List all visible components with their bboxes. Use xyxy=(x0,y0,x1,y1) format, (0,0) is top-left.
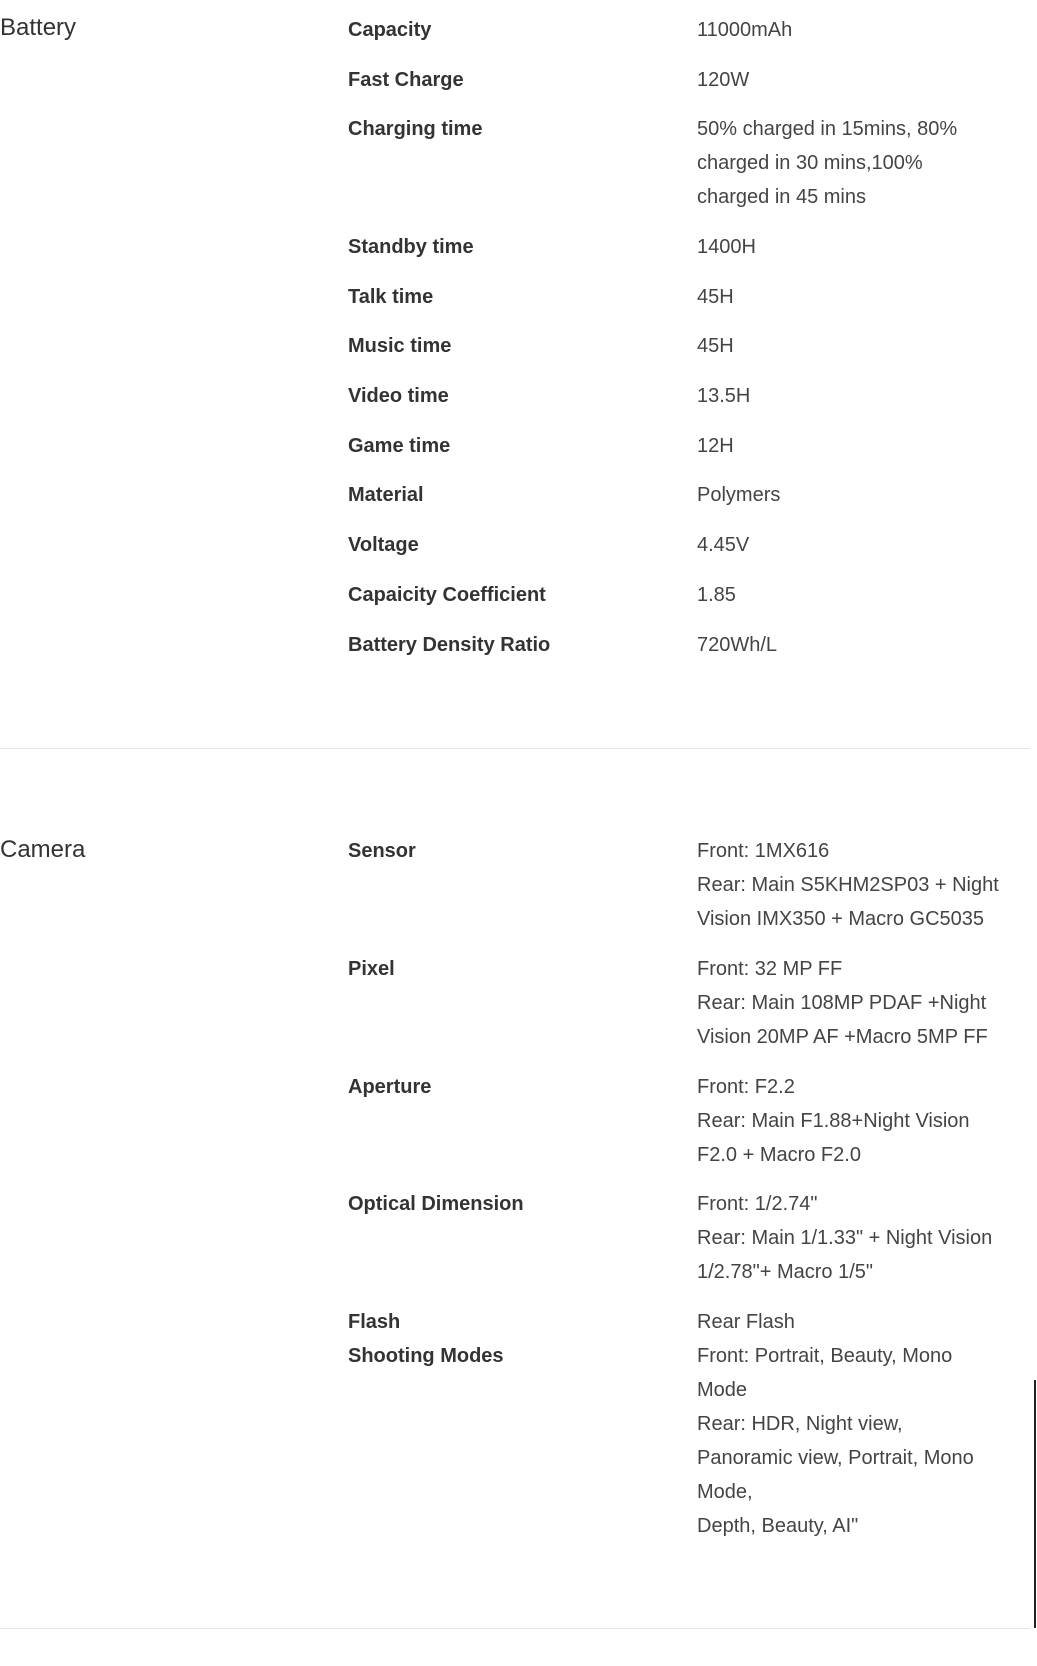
spec-value-line: Panoramic view, Portrait, Mono xyxy=(697,1447,974,1469)
spec-value-line: 120W xyxy=(697,69,750,91)
spec-label-shooting-modes: Shooting Modes xyxy=(348,1345,504,1367)
spec-value-line: Polymers xyxy=(697,484,781,506)
spec-label-capacity-coefficient: Capaicity Coefficient xyxy=(348,584,546,606)
spec-value-battery-density-ratio xyxy=(697,628,1032,662)
spec-value-line: Vision IMX350 + Macro GC5035 xyxy=(697,908,985,930)
spec-value-line: Mode xyxy=(697,1379,748,1401)
spec-value-line: 1.85 xyxy=(697,584,736,606)
spec-label-sensor: Sensor xyxy=(348,840,416,862)
scroll-indicator[interactable] xyxy=(1034,1380,1036,1628)
spec-label-pixel: Pixel xyxy=(348,958,395,980)
spec-value-capacity xyxy=(697,13,1032,47)
battery-section-title: Battery xyxy=(0,14,77,41)
spec-value-line: 12H xyxy=(697,435,734,457)
spec-value-game-time xyxy=(697,429,1032,463)
spec-value-music-time xyxy=(697,329,1032,363)
spec-label-material: Material xyxy=(348,484,424,506)
spec-value-material xyxy=(697,478,1032,512)
spec-label-video-time: Video time xyxy=(348,385,449,407)
spec-value-line: 11000mAh xyxy=(697,19,793,41)
spec-value-line: Front: F2.2 xyxy=(697,1076,795,1098)
spec-label-music-time: Music time xyxy=(348,335,452,357)
spec-value-line: 45H xyxy=(697,335,734,357)
spec-value-line: 1400H xyxy=(697,236,756,258)
spec-value-optical-dimension xyxy=(697,1187,1032,1289)
section-divider xyxy=(0,748,1030,749)
spec-value-line: 13.5H xyxy=(697,385,751,407)
spec-label-fast-charge: Fast Charge xyxy=(348,69,464,91)
spec-value-line: 45H xyxy=(697,286,734,308)
spec-label-voltage: Voltage xyxy=(348,534,419,556)
spec-value-line: 1/2.78"+ Macro 1/5" xyxy=(697,1261,873,1283)
spec-value-voltage xyxy=(697,528,1032,562)
spec-value-aperture xyxy=(697,1070,1032,1172)
section-divider xyxy=(0,1628,1030,1629)
spec-label-standby-time: Standby time xyxy=(348,236,474,258)
camera-section-title: Camera xyxy=(0,836,86,863)
spec-value-line: Vision 20MP AF +Macro 5MP FF xyxy=(697,1026,988,1048)
spec-value-line: Depth, Beauty, AI" xyxy=(697,1515,859,1537)
spec-value-line: Rear: HDR, Night view, xyxy=(697,1413,903,1435)
spec-value-standby-time xyxy=(697,230,1032,264)
spec-value-capacity-coefficient xyxy=(697,578,1032,612)
spec-label-talk-time: Talk time xyxy=(348,286,434,308)
spec-value-line: Front: Portrait, Beauty, Mono xyxy=(697,1345,953,1367)
spec-value-line: Rear: Main 108MP PDAF +Night xyxy=(697,992,987,1014)
spec-value-pixel xyxy=(697,952,1032,1054)
spec-value-line: 720Wh/L xyxy=(697,634,778,656)
spec-value-fast-charge xyxy=(697,63,1032,97)
spec-value-sensor xyxy=(697,834,1032,936)
spec-value-line: charged in 30 mins,100% xyxy=(697,152,923,174)
spec-value-video-time xyxy=(697,379,1032,413)
spec-label-aperture: Aperture xyxy=(348,1076,432,1098)
spec-label-flash: Flash xyxy=(348,1311,401,1333)
spec-value-line: Rear Flash xyxy=(697,1311,795,1333)
spec-value-line: Rear: Main 1/1.33" + Night Vision xyxy=(697,1227,993,1249)
spec-value-line: F2.0 + Macro F2.0 xyxy=(697,1144,861,1166)
spec-label-capacity: Capacity xyxy=(348,19,432,41)
spec-value-line: Front: 1MX616 xyxy=(697,840,830,862)
spec-value-line: Rear: Main F1.88+Night Vision xyxy=(697,1110,970,1132)
spec-label-charging-time: Charging time xyxy=(348,118,483,140)
spec-value-line: Rear: Main S5KHM2SP03 + Night xyxy=(697,874,999,896)
spec-value-line: 50% charged in 15mins, 80% xyxy=(697,118,958,140)
spec-label-game-time: Game time xyxy=(348,435,451,457)
spec-value-flash-shooting-modes xyxy=(697,1305,1032,1543)
spec-value-line: Front: 32 MP FF xyxy=(697,958,843,980)
spec-label-battery-density-ratio: Battery Density Ratio xyxy=(348,634,551,656)
spec-value-line: 4.45V xyxy=(697,534,750,556)
spec-value-charging-time xyxy=(697,112,1032,214)
spec-value-line: Mode, xyxy=(697,1481,753,1503)
spec-label-optical-dimension: Optical Dimension xyxy=(348,1193,524,1215)
spec-value-line: Front: 1/2.74" xyxy=(697,1193,818,1215)
spec-value-line: charged in 45 mins xyxy=(697,186,866,208)
spec-value-talk-time xyxy=(697,280,1032,314)
